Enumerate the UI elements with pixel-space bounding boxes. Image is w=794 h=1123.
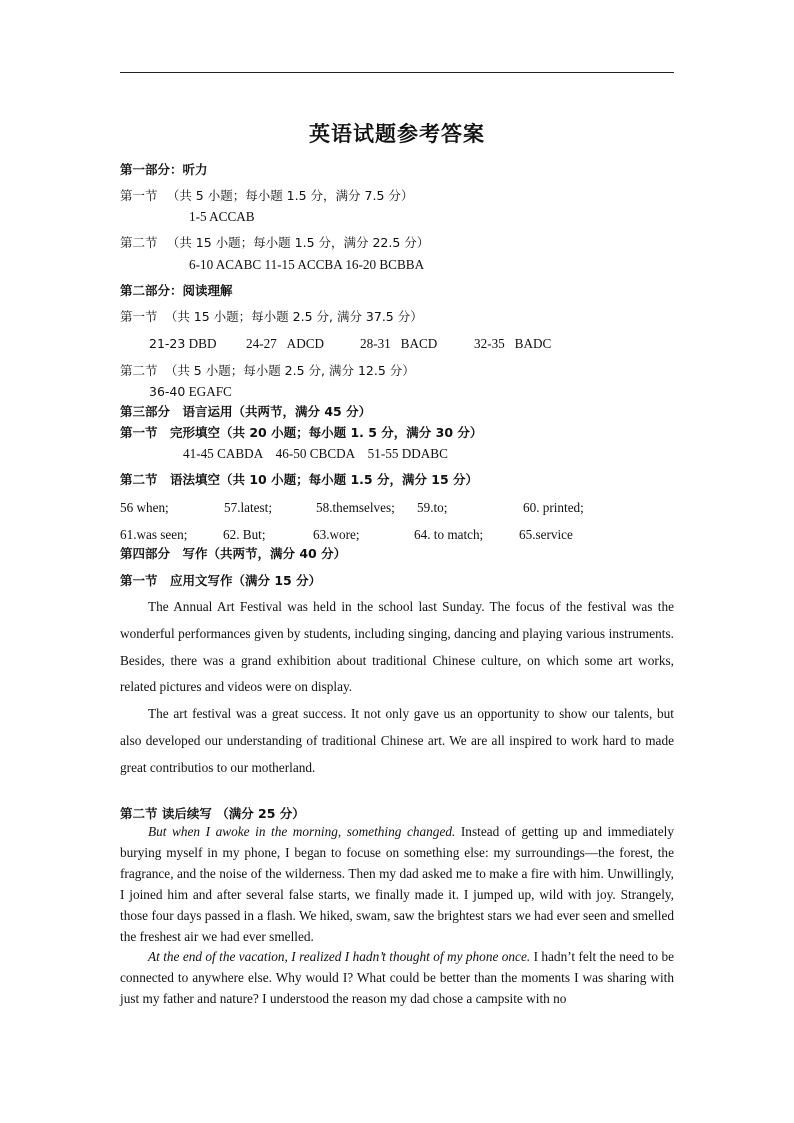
grammar-answer: 57.latest; <box>224 500 272 515</box>
grammar-answer: 64. to match; <box>414 527 484 542</box>
part1-sec2-label: 第二节 <box>120 235 158 250</box>
paragraph-lead-sentence: But when I awoke in the morning, something changed. <box>148 824 456 839</box>
page-title: 英语试题参考答案 <box>309 122 485 146</box>
part2-sec1-label: 第一节 <box>120 309 158 324</box>
part3-sec1-heading: 第一节 完形填空（共 20 小题；每小题 1. 5 分，满分 30 分） <box>120 425 483 440</box>
part1-sec1-line <box>120 188 413 204</box>
answer-group: 24-27 ADCD <box>246 336 325 351</box>
answer-group: 28-31 BACD <box>360 336 438 351</box>
answer-group: 21-23 DBD <box>149 336 217 351</box>
continuation-paragraph-1 <box>120 822 674 947</box>
grammar-answer: 56 when; <box>120 500 169 515</box>
part3-sec2-heading: 第二节 语法填空（共 10 小题；每小题 1.5 分，满分 15 分） <box>120 472 479 487</box>
part2-sec1-info: （共 15 小题；每小题 2.5 分, 满分 37.5 分） <box>164 309 423 324</box>
part2-sec2-line <box>120 363 415 379</box>
grammar-answer: 62. But; <box>223 527 266 542</box>
grammar-answer: 63.wore; <box>313 527 360 542</box>
part1-heading: 第一部分：听力 <box>120 162 208 177</box>
grammar-answer: 65.service <box>519 527 573 542</box>
part2-sec2-label: 第二节 <box>120 363 158 378</box>
part3-sec1-answers: 41-45 CABDA 46-50 CBCDA 51-55 DDABC <box>183 446 448 461</box>
part1-sec2-info: （共 15 小题；每小题 1.5 分，满分 22.5 分） <box>166 235 430 250</box>
part2-sec1-line <box>120 309 423 325</box>
part4-sec2-heading: 第二节 读后续写 （满分 25 分） <box>120 806 305 821</box>
part1-sec2-answers: 6-10 ACABC 11-15 ACCBA 16-20 BCBBA <box>189 257 425 272</box>
paragraph-body: Instead of getting up and immediately burying myself in my phone, I began to focuse on something else: my surroundings—the forest, the fragrance, and the noise of the wilderness. Then my dad asked me to make a fire with him. Unwillingly, I joined him and after several false starts, we finally made it. I jumped up, wild with joy. Strangely, those four days passed in a flash. We hiked, swam, saw the brightest stars we had ever seen and smelled the freshest air we had ever smelled. <box>120 824 674 944</box>
part4-heading: 第四部分 写作（共两节，满分 40 分） <box>120 546 347 561</box>
part1-sec1-label: 第一节 <box>120 188 158 203</box>
essay-paragraph-2: The art festival was a great success. It not only gave us an opportunity to show our talents, but also developed our understanding of traditional Chinese art. We are all inspired to work hard to made great contributios to our motherland. <box>120 706 674 775</box>
grammar-answer: 59.to; <box>417 500 448 515</box>
essay-section-2 <box>120 822 674 1010</box>
part3-heading: 第三部分 语言运用（共两节，满分 45 分） <box>120 404 372 419</box>
paragraph-body: I hadn’t felt the need to be connected to anywhere else. Why would I? What could be better than the moments I was sharing with just my father and nature? I understood the reason my dad chose a campsite with no <box>120 949 674 1007</box>
grammar-answer: 60. printed; <box>523 500 584 515</box>
continuation-paragraph-2 <box>120 947 674 1010</box>
answer-group: 32-35 BADC <box>474 336 552 351</box>
part1-sec1-answers: 1-5 ACCAB <box>189 209 255 224</box>
part4-sec1-heading: 第一节 应用文写作（满分 15 分） <box>120 573 322 588</box>
essay-paragraph-1: The Annual Art Festival was held in the school last Sunday. The focus of the festival was the wonderful performances given by students, including singing, dancing and playing various instruments. Besides, there was a grand exhibition about traditional Chinese culture, on which some art works, related pictures and videos were on display. <box>120 599 674 695</box>
part2-heading: 第二部分：阅读理解 <box>120 283 233 298</box>
grammar-answer: 58.themselves; <box>316 500 395 515</box>
part2-sec2-answers: 36-40 EGAFC <box>149 384 232 399</box>
grammar-answer: 61.was seen; <box>120 527 188 542</box>
part1-sec1-info: （共 5 小题；每小题 1.5 分，满分 7.5 分） <box>166 188 414 203</box>
paragraph-lead-sentence: At the end of the vacation, I realized I hadn’t thought of my phone once. <box>148 949 531 965</box>
essay-section-1 <box>120 594 674 782</box>
header-rule <box>120 72 674 73</box>
part2-sec2-info: （共 5 小题；每小题 2.5 分, 满分 12.5 分） <box>164 363 415 378</box>
part1-sec2-line <box>120 235 429 251</box>
